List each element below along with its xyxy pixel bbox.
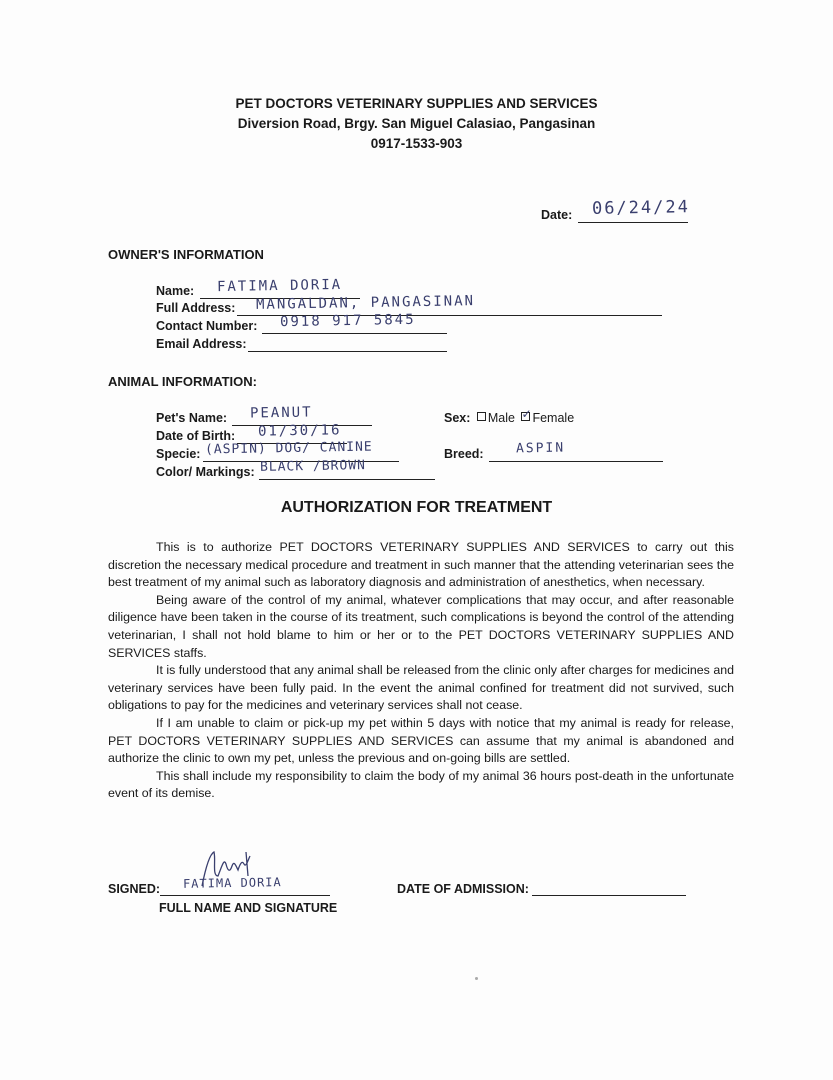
admission-date-label: DATE OF ADMISSION: [397, 882, 529, 896]
pet-name-label: Pet's Name: [156, 411, 228, 425]
owner-name-label: Name: [156, 284, 195, 298]
specie-label: Specie: [156, 447, 201, 461]
owner-name-value: FATIMA DORIA [216, 276, 343, 296]
paragraph-3: It is fully understood that any animal shall be released from the clinic only after charges for medicines and veterinary services have been fully paid. In the event the animal confined for treatment did not survived, such obligations to pay for the medicines and veterinary services shall not cease. [108, 663, 734, 713]
contact-label: Contact Number: [156, 319, 258, 333]
paragraph-1: This is to authorize PET DOCTORS VETERINARY SUPPLIES AND SERVICES to carry out this discretion the necessary medical procedure and treatment in such manner that the attending veterinarian sees the best treatment of my animal such as laboratory diagnosis and administration of anesthetics, when necessary. [108, 540, 734, 590]
date-value: 06/24/24 [591, 197, 691, 219]
dob-label: Date of Birth: [156, 429, 236, 443]
sex-label: Sex: [444, 411, 471, 425]
signature-line [160, 895, 330, 896]
male-option: Male [487, 411, 515, 425]
paragraph-5: This shall include my responsibility to claim the body of my animal 36 hours post-death in the unfortunate event of its demise. [108, 768, 734, 801]
org-name: PET DOCTORS VETERINARY SUPPLIES AND SERVICES [235, 96, 598, 111]
female-option: Female [532, 411, 575, 425]
email-label: Email Address: [156, 337, 247, 351]
handwritten-signature-icon [196, 846, 266, 890]
authorization-body [108, 539, 734, 803]
date-label: Date: [541, 208, 573, 222]
male-checkbox[interactable] [477, 412, 486, 421]
breed-line [489, 461, 663, 462]
animal-section-title: ANIMAL INFORMATION: [108, 374, 257, 389]
female-check-mark: ✓ [521, 407, 532, 421]
specie-value: (ASPIN) DOG/ CANINE [204, 439, 373, 458]
color-value: BLACK /BROWN [259, 458, 367, 475]
signature-stroke [202, 852, 250, 886]
breed-value: ASPIN [515, 440, 566, 457]
address-label: Full Address: [156, 301, 236, 315]
org-phone: 0917-1533-903 [370, 136, 463, 151]
org-address: Diversion Road, Brgy. San Miguel Calasiao, Pangasinan [237, 116, 596, 131]
paragraph-2: Being aware of the control of my animal, whatever complications that may occur, and after reasonable diligence have been taken in the course of its treatment, such complications is beyond the control of the attending veterinarian, I shall not hold blame to him or her or to the PET DOCTORS VETERINARY SUPPLIES AND SERVICES staffs. [108, 592, 734, 660]
female-checkbox[interactable] [521, 407, 532, 421]
email-line [248, 351, 447, 352]
paragraph-4: If I am unable to claim or pick-up my pet within 5 days with notice that my animal is ready for release, PET DOCTORS VETERINARY SUPPLIES AND SERVICES can assume that my animal is abandoned and authorize the clinic to own my pet, unless the previous and on-going bills are settled. [108, 715, 734, 766]
signed-name-value: FATIMA DORIA [182, 875, 282, 891]
speck [475, 977, 478, 980]
signature-caption: FULL NAME AND SIGNATURE [159, 901, 338, 915]
color-label: Color/ Markings: [156, 465, 255, 479]
breed-label: Breed: [444, 447, 484, 461]
authorization-title: AUTHORIZATION FOR TREATMENT [280, 499, 553, 516]
color-line [259, 479, 435, 480]
sex-field [444, 407, 575, 425]
address-value: MANGALDAN, PANGASINAN [255, 293, 476, 313]
dob-value: 01/30/16 [257, 422, 342, 440]
signed-label: SIGNED: [108, 882, 161, 896]
owner-section-title: OWNER'S INFORMATION [108, 247, 264, 262]
contact-value: 0918 917 5845 [279, 311, 416, 331]
date-line [578, 222, 688, 223]
contact-line [262, 333, 447, 334]
pet-name-value: PEANUT [249, 404, 313, 422]
admission-date-line [532, 895, 686, 896]
